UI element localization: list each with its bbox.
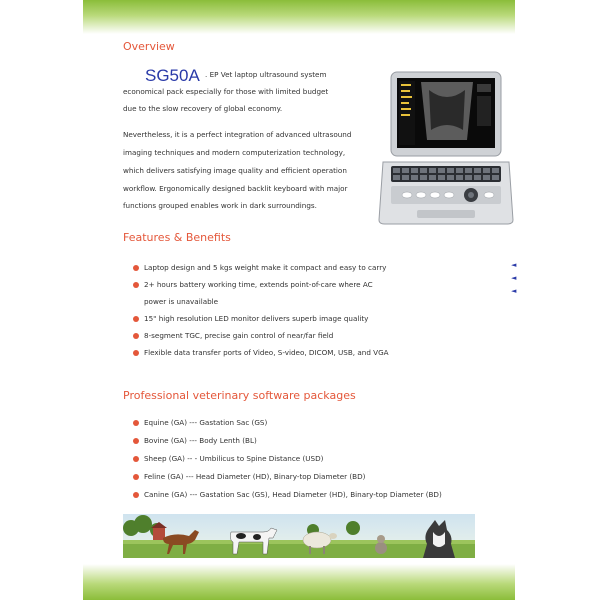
animals-banner-image: [123, 514, 475, 558]
bullet-dot: [133, 456, 139, 462]
list-item-continuation: power is unavailable: [144, 297, 219, 306]
overview-heading: Overview: [123, 40, 175, 53]
bullet-dot: [133, 438, 139, 444]
bullet-dot: [133, 316, 139, 322]
software-list: [133, 416, 442, 506]
list-item: Sheep (GA) -- - Umbilicus to Spine Distance (USD): [133, 452, 442, 470]
bullet-dot: [133, 492, 139, 498]
bullet-dot: [133, 282, 139, 288]
overview-line-4: Nevertheless, it is a perfect integration of advanced ultrasound: [123, 130, 352, 139]
list-item: Flexible data transfer ports of Video, S-video, DICOM, USB, and VGA: [133, 346, 389, 363]
overview-line-8: functions grouped enables work in dark surroundings.: [123, 201, 317, 210]
list-item: Laptop design and 5 kgs weight make it compact and easy to carry: [133, 261, 389, 278]
overview-line-3: due to the slow recovery of global economy.: [123, 104, 283, 113]
list-item: Bovine (GA) --- Body Lenth (BL): [133, 434, 442, 452]
bullet-dot: [133, 474, 139, 480]
list-item: 8-segment TGC, precise gain control of near/far field: [133, 329, 389, 346]
bullet-dot: [133, 333, 139, 339]
top-green-band: [83, 0, 515, 34]
overview-line-6: which delivers satisfying image quality and efficient operation: [123, 166, 347, 175]
overview-line-5: imaging techniques and modern computerization technology,: [123, 148, 346, 157]
laptop-ultrasound-image: [377, 70, 515, 226]
overview-line-1: . EP Vet laptop ultrasound system: [205, 70, 327, 79]
bullet-dot: [133, 350, 139, 356]
list-item: Canine (GA) --- Gastation Sac (GS), Head Diameter (HD), Binary-top Diameter (BD): [133, 488, 442, 506]
arrow-left-icon: ◄: [511, 287, 517, 295]
list-item: Equine (GA) --- Gastation Sac (GS): [133, 416, 442, 434]
arrow-left-icon: ◄: [511, 261, 517, 269]
overview-line-7: workflow. Ergonomically designed backlit keyboard with major: [123, 184, 348, 193]
list-item: 2+ hours battery working time, extends point-of-care where AC: [133, 278, 389, 295]
brochure-page: [83, 0, 515, 600]
bottom-green-band: [83, 564, 515, 600]
features-heading: Features & Benefits: [123, 231, 231, 244]
software-heading: Professional veterinary software packages: [123, 389, 356, 402]
bullet-dot: [133, 420, 139, 426]
overview-line-2: economical pack especially for those with limited budget: [123, 87, 329, 96]
features-list: [133, 261, 389, 363]
list-item: Feline (GA) --- Head Diameter (HD), Binary-top Diameter (BD): [133, 470, 442, 488]
arrow-left-icon: ◄: [511, 274, 517, 282]
bullet-dot: [133, 265, 139, 271]
model-name: SG50A: [145, 66, 200, 85]
list-item: 15" high resolution LED monitor delivers superb image quality: [133, 312, 389, 329]
